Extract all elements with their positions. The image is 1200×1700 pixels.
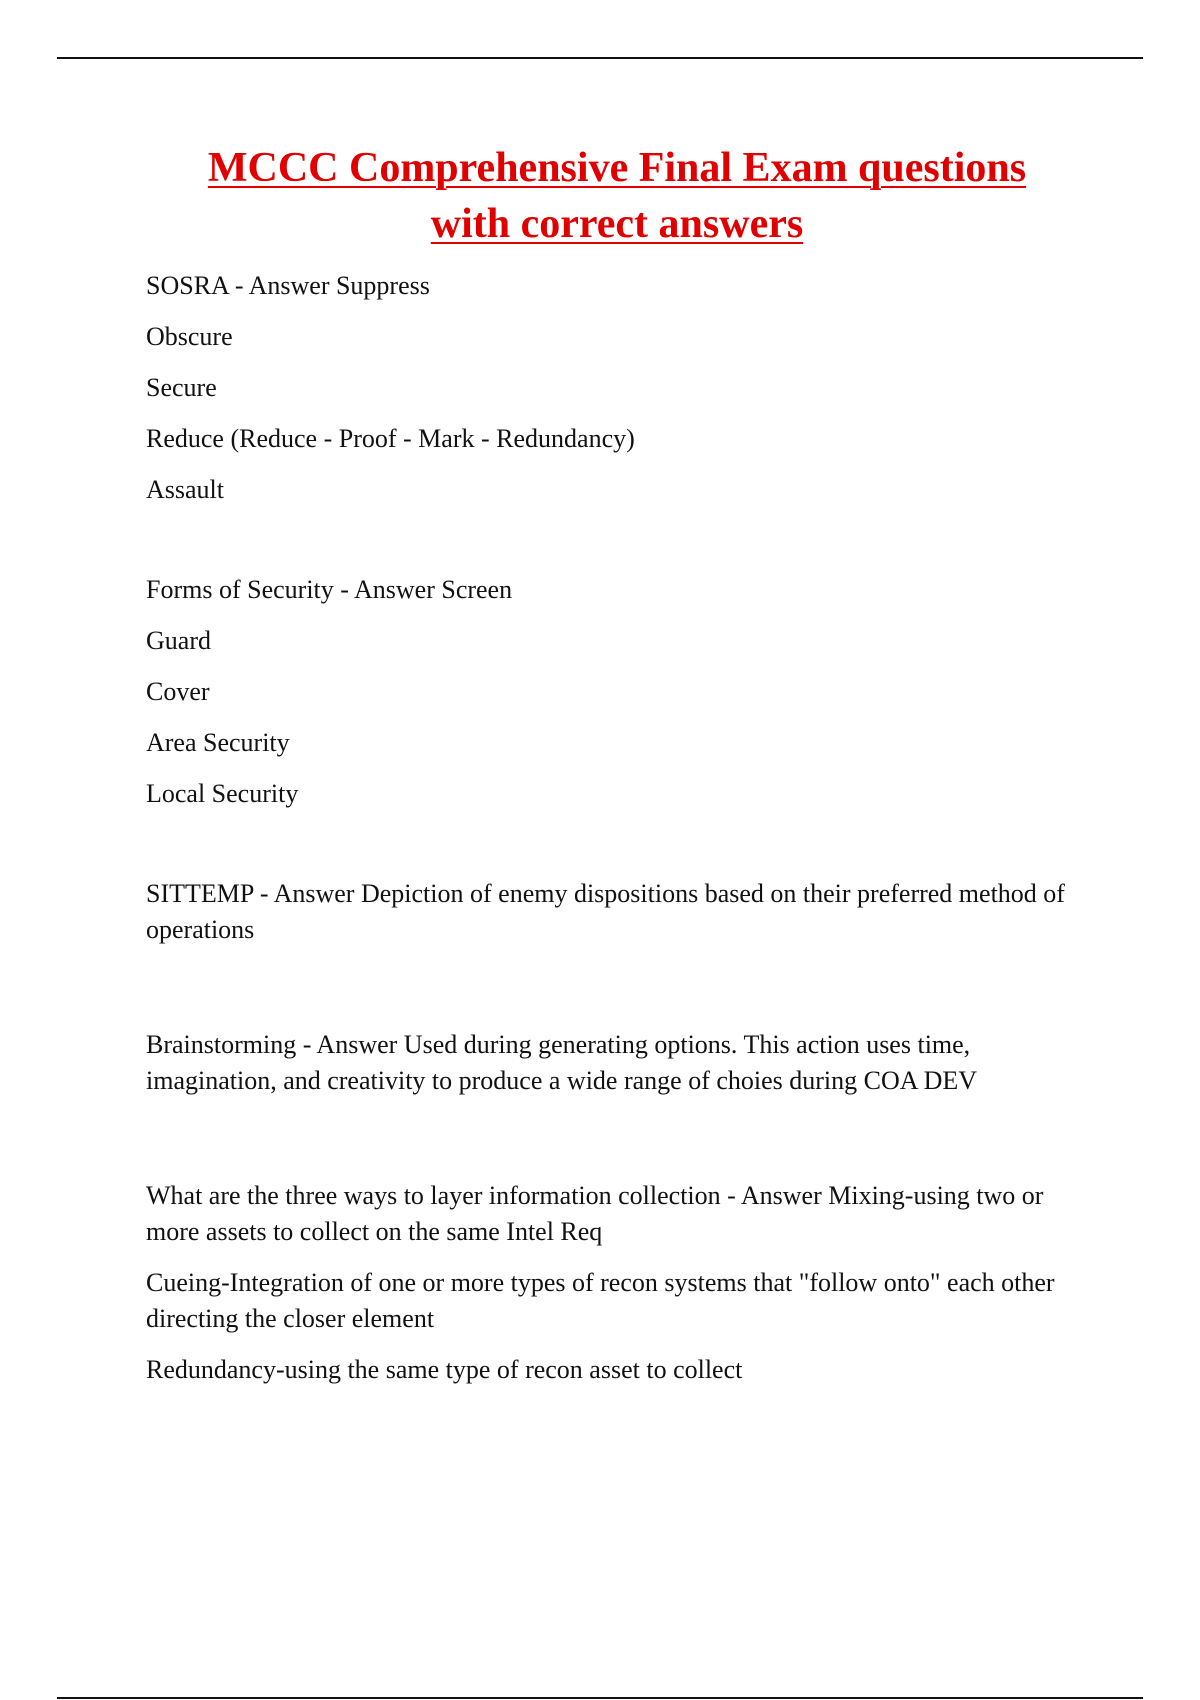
title-line-2: with correct answers — [430, 201, 804, 247]
qa-paragraph: Brainstorming - Answer Used during generating options. This action uses time, imagination, and creativity to produce a wide range of choies during COA DEV — [146, 1030, 978, 1095]
spacer — [146, 963, 1086, 1027]
spacer — [146, 523, 1086, 572]
spacer — [146, 827, 1086, 876]
document-body — [146, 268, 1086, 1403]
qa-item-layer-information-collection — [146, 1178, 1086, 1388]
spacer — [146, 1114, 1086, 1178]
qa-line: Forms of Security - Answer Screen — [146, 575, 513, 604]
qa-line: Obscure — [146, 322, 233, 351]
qa-paragraph: SITTEMP - Answer Depiction of enemy dispositions based on their preferred method of operations — [146, 879, 1065, 944]
qa-line: Cover — [146, 677, 210, 706]
qa-item-forms-of-security — [146, 572, 1086, 812]
qa-item-sittemp — [146, 876, 1086, 948]
qa-line: Secure — [146, 373, 217, 402]
qa-item-sosra — [146, 268, 1086, 508]
qa-line: SOSRA - Answer Suppress — [146, 271, 430, 300]
qa-paragraph: What are the three ways to layer information collection - Answer Mixing-using two or more assets to collect on the same Intel Req — [146, 1181, 1044, 1246]
page-title — [57, 140, 1177, 252]
qa-paragraph: Cueing-Integration of one or more types of recon systems that "follow onto" each other directing the closer element — [146, 1268, 1055, 1333]
qa-line: Local Security — [146, 779, 299, 808]
qa-line: Area Security — [146, 728, 290, 757]
qa-paragraph: Redundancy-using the same type of recon asset to collect — [146, 1355, 743, 1384]
qa-line: Reduce (Reduce - Proof - Mark - Redundancy) — [146, 424, 635, 453]
title-line-1: MCCC Comprehensive Final Exam questions — [207, 145, 1027, 191]
bottom-rule — [57, 1697, 1143, 1699]
top-rule — [57, 57, 1143, 59]
qa-line: Assault — [146, 475, 224, 504]
qa-item-brainstorming — [146, 1027, 1086, 1099]
qa-line: Guard — [146, 626, 211, 655]
